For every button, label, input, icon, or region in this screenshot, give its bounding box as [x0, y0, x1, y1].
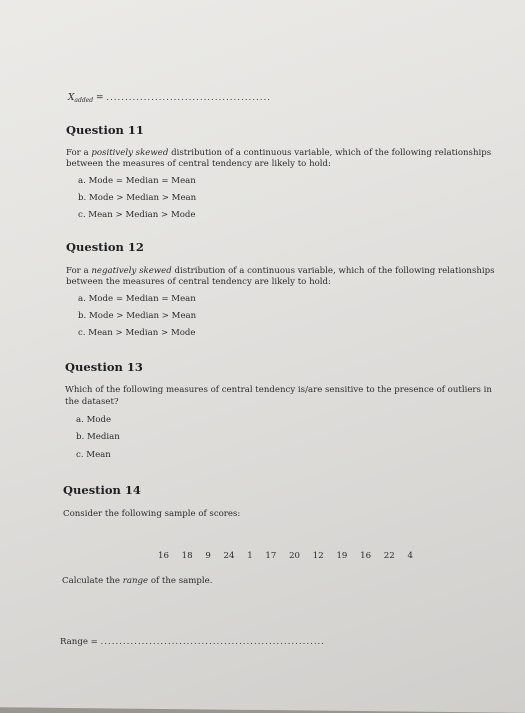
score-value: 1 [247, 551, 253, 561]
score-value: 24 [223, 551, 235, 561]
x-added-subscript: added [74, 97, 94, 104]
x-added-symbol: X [68, 93, 75, 103]
score-value: 16 [158, 551, 169, 561]
q14-text-emphasis: range [122, 576, 149, 586]
q11-option-a[interactable]: a. Mode = Median = Mean [78, 176, 196, 186]
question-11-text-line1 [66, 148, 491, 159]
q11-option-c[interactable]: c. Mean > Median > Mode [78, 210, 196, 220]
x-added-line [68, 92, 271, 106]
score-value: 18 [181, 551, 193, 561]
question-14-title: Question 14 [63, 483, 141, 497]
range-answer-blank[interactable]: ............................................................ [100, 637, 326, 646]
question-13-text-line1: Which of the following measures of central tendency is/are sensitive to the presence of outliers in [65, 385, 492, 395]
score-value: 20 [289, 551, 301, 561]
question-11-text-line2: between the measures of central tendency are likely to hold: [66, 159, 331, 169]
question-12-text-line2: between the measures of central tendency are likely to hold: [66, 277, 331, 287]
question-14-calc-text [62, 576, 212, 587]
q12-text-emphasis: negatively skewed [91, 266, 172, 276]
q14-text-part: of the sample. [148, 576, 213, 586]
q11-text-part: For a [66, 148, 92, 158]
q12-option-c[interactable]: c. Mean > Median > Mode [78, 328, 196, 338]
score-list [158, 551, 423, 562]
score-value: 12 [312, 551, 324, 561]
q13-option-b[interactable]: b. Median [76, 432, 120, 442]
q14-text-part: Calculate the [62, 576, 123, 586]
x-added-equals: = [95, 93, 104, 103]
q11-option-b[interactable]: b. Mode > Median > Mean [78, 193, 197, 203]
question-12-title: Question 12 [66, 240, 144, 254]
question-11-title: Question 11 [66, 123, 144, 137]
q12-option-a[interactable]: a. Mode = Median = Mean [78, 294, 196, 304]
question-14-intro: Consider the following sample of scores: [63, 509, 241, 519]
q13-option-c[interactable]: c. Mean [76, 450, 111, 460]
score-value: 22 [383, 551, 395, 561]
x-added-answer-blank[interactable]: ............................................ [106, 93, 272, 102]
score-value: 9 [205, 551, 211, 561]
score-value: 16 [360, 551, 372, 561]
question-13-title: Question 13 [65, 360, 143, 374]
range-label: Range = [60, 637, 98, 647]
range-answer-line [60, 636, 325, 648]
q12-text-part: distribution of a continuous variable, which of the following relationships [171, 266, 495, 276]
q11-text-part: distribution of a continuous variable, which of the following relationships [168, 148, 492, 158]
score-value: 19 [336, 551, 348, 561]
q12-option-b[interactable]: b. Mode > Median > Mean [78, 311, 197, 321]
score-value: 17 [265, 551, 277, 561]
q11-text-emphasis: positively skewed [91, 148, 169, 158]
q13-option-a[interactable]: a. Mode [76, 415, 112, 425]
question-12-text-line1 [66, 266, 495, 277]
q12-text-part: For a [66, 266, 92, 276]
score-value: 4 [407, 551, 413, 561]
question-13-text-line2: the dataset? [65, 397, 119, 407]
